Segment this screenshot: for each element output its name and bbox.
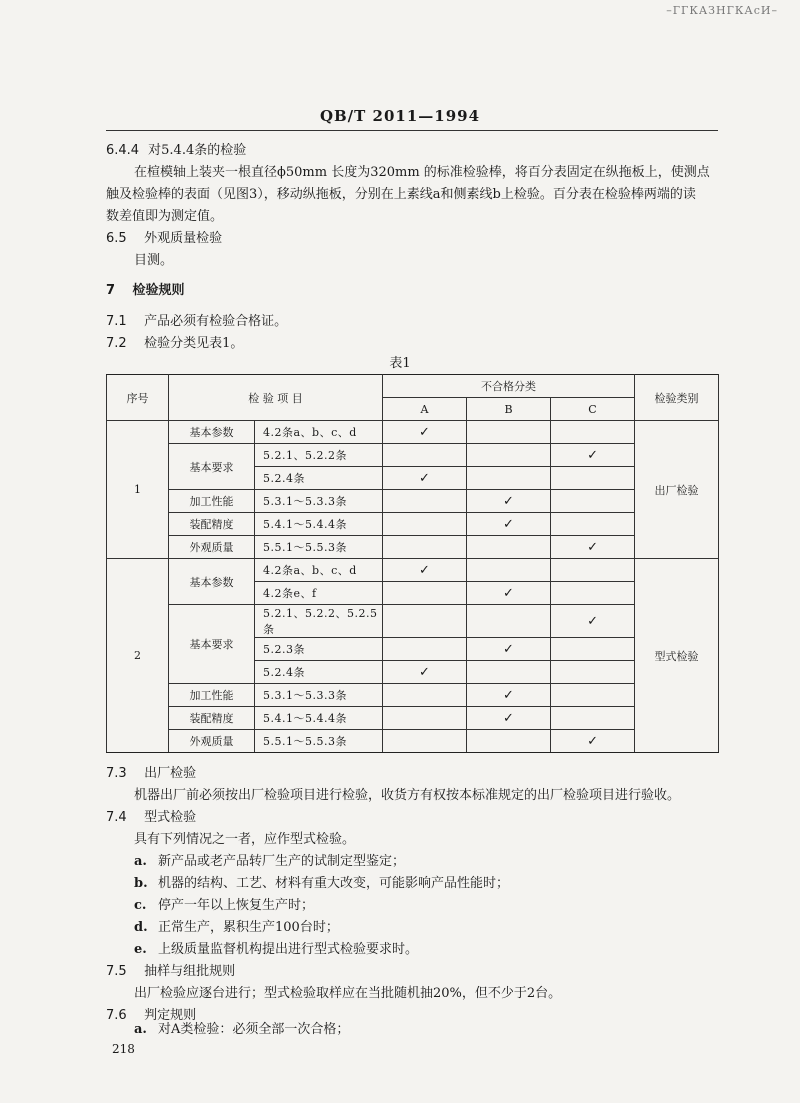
cell-item: 4.2条a、b、c、d [255,421,383,444]
cell-class-c [551,605,635,638]
list-text: 停产一年以上恢复生产时； [158,898,315,913]
list-letter: e. [134,942,147,957]
check-mark-icon: ✓ [503,641,514,657]
cell-item: 5.2.4条 [255,661,383,684]
cell-class-a [383,582,467,605]
list-text: 上级质量监督机构提出进行型式检验要求时。 [158,942,419,957]
cell-item: 4.2条a、b、c、d [255,559,383,582]
cell-category-group: 基本要求 [169,605,255,684]
check-mark-icon: ✓ [587,539,598,555]
cell-category-group: 外观质量 [169,730,255,753]
section-7-5-heading [106,961,235,983]
check-mark-icon: ✓ [419,664,430,680]
section-title: 外观质量检验 [144,231,223,246]
paragraph-line: 出厂检验应逐台进行；型式检验取样应在当批随机抽20%，但不少于2台。 [134,986,562,1001]
cell-class-b [467,467,551,490]
check-mark-icon: ✓ [587,447,598,463]
section-number: 7 [106,283,116,298]
cell-category-group: 加工性能 [169,490,255,513]
list-text: 对A类检验：必须全部一次合格； [158,1022,350,1037]
cell-class-b [467,421,551,444]
header-class-c: C [551,398,635,421]
section-title: 检验规则 [132,283,185,298]
paragraph-line: 在楦模轴上装夹一根直径ϕ50mm 长度为320mm 的标准检验棒，将百分表固定在纵拖板上，使测点 [134,165,710,180]
cell-class-b [467,661,551,684]
section-number: 6.4.4 [106,143,140,158]
check-mark-icon: ✓ [419,470,430,486]
check-mark-icon: ✓ [587,613,598,629]
list-letter: c. [134,898,147,913]
cell-class-c [551,707,635,730]
cell-category-group: 加工性能 [169,684,255,707]
cell-class-b [467,536,551,559]
cell-item: 5.2.1、5.2.2条 [255,444,383,467]
list-text: 正常生产，累积生产100台时； [158,920,339,935]
paragraph-line: 数差值即为测定值。 [106,209,224,224]
check-mark-icon: ✓ [419,424,430,440]
header-category: 检验类别 [635,375,719,421]
cell-class-c [551,444,635,467]
cell-category-group: 外观质量 [169,536,255,559]
paragraph-line: 触及检验棒的表面（见图3），移动纵拖板，分别在上素线a和侧素线b上检验。百分表在检验棒两端的读 [106,187,696,202]
section-title: 型式检验 [144,810,197,825]
cell-class-a [383,444,467,467]
check-mark-icon: ✓ [503,710,514,726]
list-text: 新产品或老产品转厂生产的试制定型鉴定； [158,854,406,869]
section-number: 7.5 [106,964,127,979]
check-mark-icon: ✓ [503,687,514,703]
table-row [107,559,719,582]
header-nonconform: 不合格分类 [383,375,635,398]
corner-mark: –ГГКАЗНГКАсИ– [666,4,778,17]
cell-class-b [467,490,551,513]
cell-item: 5.3.1～5.3.3条 [255,490,383,513]
cell-class-b [467,730,551,753]
cell-class-c [551,513,635,536]
check-mark-icon: ✓ [587,733,598,749]
cell-seq: 1 [107,421,169,559]
table-row [107,605,719,638]
cell-class-a [383,605,467,638]
table-row [107,730,719,753]
cell-class-a [383,467,467,490]
cell-class-a [383,638,467,661]
section-number: 7.6 [106,1008,127,1023]
cell-category-group: 基本参数 [169,421,255,444]
cell-category-group: 基本参数 [169,559,255,605]
list-text: 机器的结构、工艺、材料有重大改变，可能影响产品性能时； [158,876,510,891]
cell-class-b [467,684,551,707]
cell-item: 5.2.4条 [255,467,383,490]
section-6-4-4-heading [106,140,246,162]
cell-class-b [467,444,551,467]
cell-class-b [467,605,551,638]
list-item [134,851,405,873]
cell-class-c [551,421,635,444]
cell-class-c [551,582,635,605]
check-mark-icon: ✓ [503,516,514,532]
cell-class-a [383,513,467,536]
header-class-a: A [383,398,467,421]
table-row [107,513,719,536]
section-title: 出厂检验 [144,766,197,781]
cell-class-b [467,638,551,661]
cell-class-c [551,536,635,559]
standard-number: QB/T 2011—1994 [319,107,481,125]
check-mark-icon: ✓ [503,585,514,601]
list-letter: a. [134,854,147,869]
cell-inspection-category: 型式检验 [635,559,719,753]
cell-category-group: 基本要求 [169,444,255,490]
cell-item: 5.4.1～5.4.4条 [255,513,383,536]
list-item [134,1019,349,1041]
section-7-1 [106,311,287,333]
cell-class-b [467,513,551,536]
cell-class-a [383,707,467,730]
cell-class-c [551,661,635,684]
cell-class-b [467,582,551,605]
cell-class-c [551,559,635,582]
header-seq: 序号 [107,375,169,421]
section-title: 对5.4.4条的检验 [148,143,247,158]
cell-class-a [383,684,467,707]
cell-item: 5.5.1～5.5.3条 [255,730,383,753]
cell-item: 5.5.1～5.5.3条 [255,536,383,559]
section-number: 7.4 [106,810,127,825]
page-number: 218 [112,1042,135,1056]
cell-class-c [551,638,635,661]
section-6-5-heading [106,228,222,250]
cell-category-group: 装配精度 [169,513,255,536]
cell-class-a [383,730,467,753]
cell-class-b [467,707,551,730]
cell-seq: 2 [107,559,169,753]
inspection-classification-table [106,374,719,753]
table-row [107,707,719,730]
section-text: 检验分类见表1。 [144,336,244,351]
list-item [134,939,418,961]
section-title: 抽样与组批规则 [144,964,236,979]
check-mark-icon: ✓ [503,493,514,509]
header-item: 检 验 项 目 [169,375,383,421]
cell-item: 5.2.1、5.2.2、5.2.5条 [255,605,383,638]
cell-item: 5.4.1～5.4.4条 [255,707,383,730]
check-mark-icon: ✓ [419,562,430,578]
paragraph-line: 具有下列情况之一者，应作型式检验。 [134,832,356,847]
cell-class-c [551,490,635,513]
cell-class-a [383,661,467,684]
paragraph-line: 目测。 [134,253,174,268]
table-caption: 表1 [389,356,411,371]
cell-class-c [551,467,635,490]
cell-class-b [467,559,551,582]
section-text: 产品必须有检验合格证。 [144,314,288,329]
section-number: 6.5 [106,231,127,246]
header-class-b: B [467,398,551,421]
cell-class-a [383,559,467,582]
cell-class-c [551,730,635,753]
section-number: 7.1 [106,314,127,329]
cell-class-c [551,684,635,707]
list-letter: b. [134,876,148,891]
header-rule [106,130,718,131]
section-7-3-heading [106,763,196,785]
cell-item: 5.3.1～5.3.3条 [255,684,383,707]
section-title: 判定规则 [144,1008,197,1023]
cell-inspection-category: 出厂检验 [635,421,719,559]
list-item [134,895,314,917]
table-row [107,684,719,707]
table-row [107,444,719,467]
table-row [107,536,719,559]
list-item [134,917,339,939]
section-number: 7.3 [106,766,127,781]
list-letter: d. [134,920,148,935]
cell-class-a [383,421,467,444]
cell-item: 5.2.3条 [255,638,383,661]
table-row [107,421,719,444]
section-7-4-heading [106,807,196,829]
list-letter: a. [134,1022,147,1037]
cell-class-a [383,490,467,513]
list-item [134,873,509,895]
table-row [107,490,719,513]
cell-item: 4.2条e、f [255,582,383,605]
section-7-heading [106,280,185,302]
cell-class-a [383,536,467,559]
cell-category-group: 装配精度 [169,707,255,730]
section-number: 7.2 [106,336,127,351]
paragraph-line: 机器出厂前必须按出厂检验项目进行检验，收货方有权按本标准规定的出厂检验项目进行验收。 [134,788,681,803]
